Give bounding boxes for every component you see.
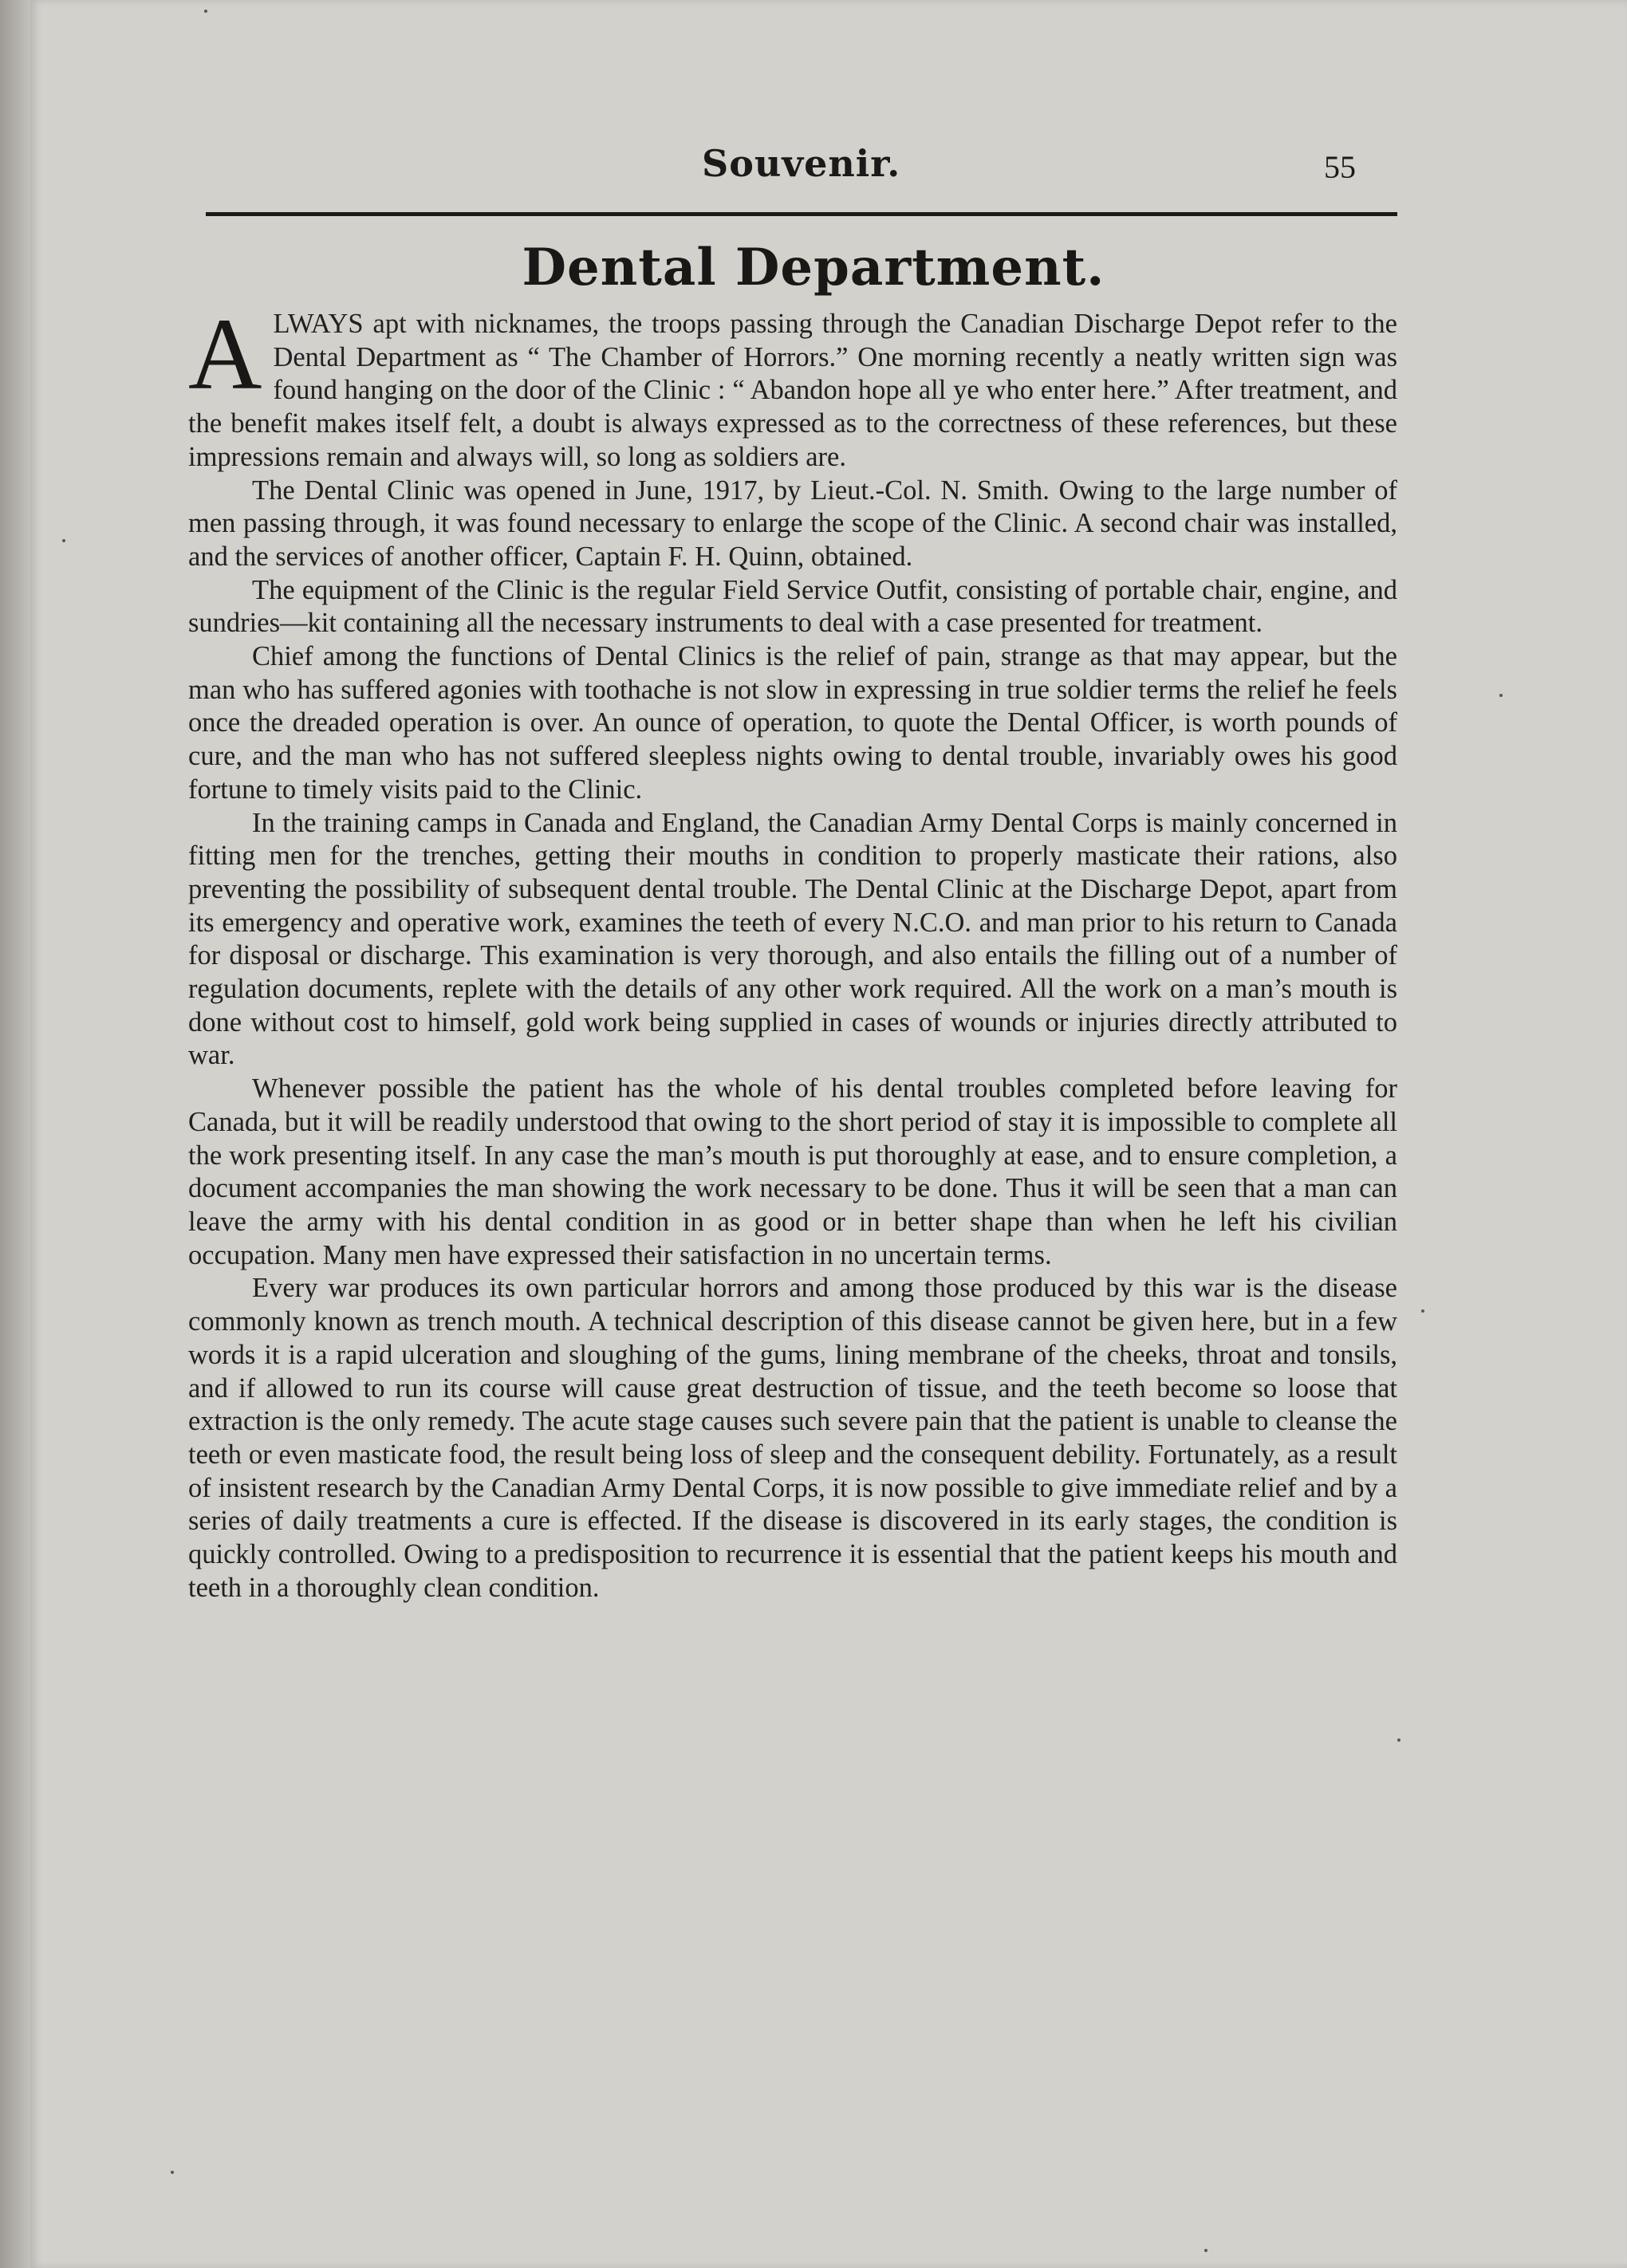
paper-speck	[1204, 2249, 1207, 2252]
paragraph: The Dental Clinic was opened in June, 1917, by Lieut.-Col. N. Smith. Owing to the large number of men passing through, it was found necessary to enlarge the scope of the Clinic. A second chair was installed, and the services of another officer, Captain F. H. Quinn, obtained.	[188, 474, 1397, 572]
paper-speck	[1421, 1309, 1424, 1313]
paper-speck	[62, 539, 65, 542]
page-gutter	[0, 0, 30, 2268]
paragraph-text: LWAYS apt with nicknames, the troops passing through the Canadian Discharge Depot refer to the Dental Department as “ The Chamber of Horrors.” One morning recently a neatly written sign was found hanging on the door of the Clinic : “ Abandon hope all ye who enter here.” After treatment, and the benefit makes itself felt, a doubt is always expressed as to the correctness of these references, but these impressions remain and always will, so long as soldiers are.	[188, 309, 1397, 472]
running-head: Souvenir.	[702, 142, 901, 185]
drop-cap: A	[188, 297, 262, 411]
paragraph: The equipment of the Clinic is the regular Field Service Outfit, consisting of portable chair, engine, and sundries—kit containing all the necessary instruments to deal with a case presented for treatment.	[188, 574, 1397, 639]
paper-speck	[1397, 1738, 1400, 1742]
paragraph: In the training camps in Canada and England, the Canadian Army Dental Corps is mainly concerned in fitting men for the trenches, getting their mouths in condition to properly masticate their rations, also preventing the possibility of subsequent dental trouble. The Dental Clinic at the Discharge Depot, apart from its emergency and operative work, examines the teeth of every N.C.O. and man prior to his return to Canada for disposal or discharge. This examination is very thorough, and also entails the filling out of a number of regulation documents, replete with the details of any other work required. All the work on a man’s mouth is done without cost to himself, gold work being supplied in cases of wounds or injuries directly attributed to war.	[188, 807, 1397, 1071]
paragraph: Whenever possible the patient has the whole of his dental troubles completed before leaving for Canada, but it will be readily understood that owing to the short period of stay it is impossible to complete all the work presenting itself. In any case the man’s mouth is put thoroughly at ease, and to ensure completion, a document accompanies the man showing the work necessary to be done. Thus it will be seen that a man can leave the army with his dental condition in as good or in better shape than when he left his civilian occupation. Many men have expressed their satisfaction in no uncertain terms.	[188, 1073, 1397, 1270]
paper-speck	[204, 10, 207, 13]
paper-speck	[1499, 694, 1503, 697]
paper-speck	[171, 2171, 174, 2174]
paragraph: Chief among the functions of Dental Clinics is the relief of pain, strange as that may appear, but the man who has suffered agonies with toothache is not slow in expressing in true soldier terms the relief he feels once the dreaded operation is over. An ounce of operation, to quote the Dental Officer, is worth pounds of cure, and the man who has not suffered sleepless nights owing to dental trouble, invariably owes his good fortune to timely visits paid to the Clinic.	[188, 641, 1397, 805]
article-body	[188, 297, 1397, 1605]
article-title: Dental Department.	[522, 238, 1105, 297]
page-number: 55	[1324, 149, 1356, 185]
header-rule	[206, 212, 1397, 216]
paragraph	[188, 297, 1397, 474]
paragraph: Every war produces its own particular horrors and among those produced by this war is the disease commonly known as trench mouth. A technical description of this disease cannot be given here, but in a few words it is a rapid ulceration and sloughing of the gums, lining membrane of the cheeks, throat and tonsils, and if allowed to run its course will cause great destruction of tissue, and the teeth become so loose that extraction is the only remedy. The acute stage causes such severe pain that the patient is unable to cleanse the teeth or even masticate food, the result being loss of sleep and the consequent debility. Fortunately, as a result of insistent research by the Canadian Army Dental Corps, it is now possible to give immediate relief and by a series of daily treatments a cure is effected. If the disease is discovered in its early stages, the condition is quickly controlled. Owing to a predisposition to recurrence it is essential that the patient keeps his mouth and teeth in a thoroughly clean condition.	[188, 1273, 1397, 1603]
